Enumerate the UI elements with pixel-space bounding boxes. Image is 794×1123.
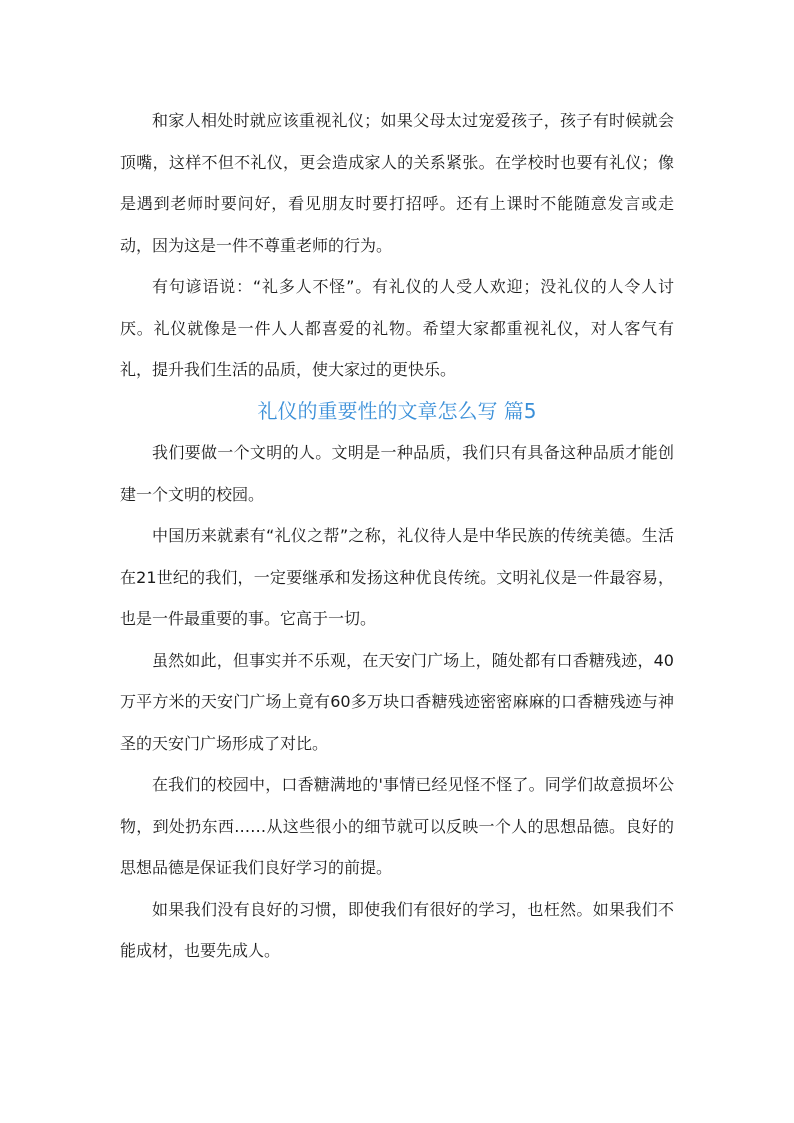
paragraph: 虽然如此，但事实并不乐观，在天安门广场上，随处都有口香糖残迹，40万平方米的天安门广场上竟有60多万块口香糖残迹密密麻麻的口香糖残迹与神圣的天安门广场形成了对比。 — [120, 650, 674, 753]
section-heading: 礼仪的重要性的文章怎么写 篇5 — [257, 398, 537, 423]
paragraph: 中国历来就素有“礼仪之帮”之称，礼仪待人是中华民族的传统美德。生活在21世纪的我们，一定要继承和发扬这种优良传统。文明礼仪是一件最容易，也是一件最重要的事。它高于一切。 — [120, 526, 674, 628]
paragraph: 在我们的校园中，口香糖满地的'事情已经见怪不怪了。同学们故意损坏公物，到处扔东西……从这些很小的细节就可以反映一个人的思想品德。良好的思想品德是保证我们良好学习的前提。 — [120, 775, 674, 877]
paragraph: 有句谚语说：“礼多人不怪”。有礼仪的人受人欢迎；没礼仪的人令人讨厌。礼仪就像是一件人人都喜爱的礼物。希望大家都重视礼仪，对人客气有礼，提升我们生活的品质，使大家过的更快乐。 — [120, 277, 674, 379]
paragraph: 我们要做一个文明的人。文明是一种品质，我们只有具备这种品质才能创建一个文明的校园。 — [120, 443, 674, 504]
paragraph: 如果我们没有良好的习惯，即使我们有很好的学习，也枉然。如果我们不能成材，也要先成人。 — [120, 899, 674, 960]
document-body — [120, 100, 674, 972]
paragraph: 和家人相处时就应该重视礼仪；如果父母太过宠爱孩子，孩子有时候就会顶嘴，这样不但不礼仪，更会造成家人的关系紧张。在学校时也要有礼仪；像是遇到老师时要问好，看见朋友时要打招呼。还有上课时不能随意发言或走动，因为这是一件不尊重老师的行为。 — [120, 111, 674, 255]
